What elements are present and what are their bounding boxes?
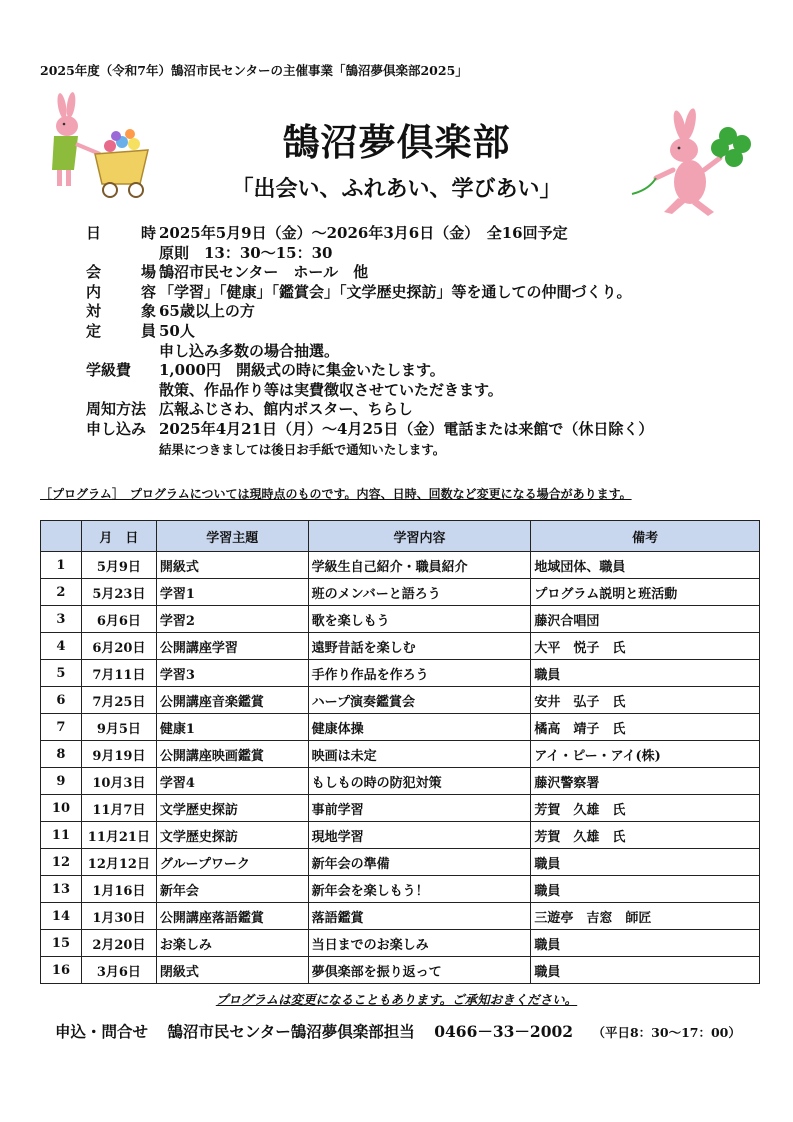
row-content: 当日までのお楽しみ [308, 930, 531, 957]
row-theme: 学習2 [156, 606, 308, 633]
info-publicity [86, 400, 746, 420]
header-remarks: 備考 [531, 521, 760, 552]
info-datetime [86, 224, 746, 244]
row-date: 6月20日 [81, 633, 156, 660]
header-no [41, 521, 82, 552]
row-theme: 文学歴史探訪 [156, 822, 308, 849]
table-row [41, 849, 760, 876]
row-theme: 学習3 [156, 660, 308, 687]
row-content: 班のメンバーと語ろう [308, 579, 531, 606]
info-capacity [86, 322, 746, 342]
table-row [41, 768, 760, 795]
info-value: 原則 13：30～15：30 [159, 243, 333, 262]
row-remarks: 芳賀 久雄 氏 [531, 795, 760, 822]
table-row [41, 903, 760, 930]
header-line: 2025年度（令和7年）鵠沼市民センターの主催事業「鵠沼夢倶楽部2025」 [40, 63, 468, 78]
row-remarks: アイ・ピー・アイ(株) [531, 741, 760, 768]
row-theme: グループワーク [156, 849, 308, 876]
row-content: 新年会の準備 [308, 849, 531, 876]
table-header-row [41, 521, 760, 552]
footer-note: プログラムは変更になることもあります。ご承知おきください。 [215, 992, 578, 1007]
row-no: 13 [41, 876, 82, 903]
row-remarks: 職員 [531, 957, 760, 984]
info-content [86, 283, 746, 303]
row-remarks: プログラム説明と班活動 [531, 579, 760, 606]
row-content: 事前学習 [308, 795, 531, 822]
row-theme: 健康1 [156, 714, 308, 741]
row-date: 12月12日 [81, 849, 156, 876]
info-label: 内 容 [86, 282, 156, 301]
table-row [41, 714, 760, 741]
info-label: 日 時 [86, 224, 156, 242]
header-date: 月 日 [81, 521, 156, 552]
row-theme: お楽しみ [156, 930, 308, 957]
row-date: 6月6日 [81, 606, 156, 633]
row-content: 遠野昔話を楽しむ [308, 633, 531, 660]
row-theme: 公開講座学習 [156, 633, 308, 660]
info-value: 2025年4月21日（月）～4月25日（金）電話または来館で（休日除く） [159, 419, 654, 438]
info-value: 2025年5月9日（金）～2026年3月6日（金） 全16回予定 [159, 224, 568, 242]
info-value: 結果につきましては後日お手紙で通知いたします。 [159, 441, 446, 457]
row-remarks: 安井 弘子 氏 [531, 687, 760, 714]
row-date: 9月19日 [81, 741, 156, 768]
row-theme: 公開講座音楽鑑賞 [156, 687, 308, 714]
row-remarks: 藤沢合唱団 [531, 606, 760, 633]
table-row [41, 633, 760, 660]
rabbit-with-clover-icon [628, 108, 756, 220]
contact-label: 申込・問合せ [55, 1022, 149, 1041]
table-row [41, 660, 760, 687]
info-value: 広報ふじさわ、館内ポスター、ちらし [159, 400, 413, 419]
row-remarks: 芳賀 久雄 氏 [531, 822, 760, 849]
row-date: 1月30日 [81, 903, 156, 930]
row-remarks: 職員 [531, 876, 760, 903]
contact-org: 鵠沼市民センター鵠沼夢倶楽部担当 [167, 1022, 415, 1041]
row-no: 7 [41, 714, 82, 741]
table-row [41, 579, 760, 606]
info-apply [86, 420, 746, 440]
info-time [86, 244, 746, 264]
info-value: 鵠沼市民センター ホール 他 [159, 263, 369, 282]
row-no: 4 [41, 633, 82, 660]
row-content: 学級生自己紹介・職員紹介 [308, 552, 531, 579]
row-theme: 公開講座落語鑑賞 [156, 903, 308, 930]
table-row [41, 552, 760, 579]
info-value: 1,000円 開級式の時に集金いたします。 [159, 361, 445, 380]
info-label: 周知方法 [86, 400, 147, 419]
row-date: 3月6日 [81, 957, 156, 984]
row-date: 5月23日 [81, 579, 156, 606]
info-value: 申し込み多数の場合抽選。 [159, 341, 340, 360]
row-remarks: 藤沢警察署 [531, 768, 760, 795]
info-capacity-note [86, 342, 746, 362]
row-content: 歌を楽しもう [308, 606, 531, 633]
info-target [86, 302, 746, 322]
header-theme: 学習主題 [156, 521, 308, 552]
info-value: 「学習」「健康」「鑑賞会」「文学歴史探訪」等を通しての仲間づくり。 [159, 282, 632, 301]
page-subtitle: 「出会い、ふれあい、学びあい」 [231, 176, 562, 202]
row-date: 7月25日 [81, 687, 156, 714]
row-no: 10 [41, 795, 82, 822]
contact-hours: （平日8：30～17：00） [592, 1025, 741, 1040]
row-theme: 学習4 [156, 768, 308, 795]
row-theme: 文学歴史探訪 [156, 795, 308, 822]
row-theme: 公開講座映画鑑賞 [156, 741, 308, 768]
contact-phone: 0466－33－2002 [434, 1022, 574, 1041]
row-theme: 学習1 [156, 579, 308, 606]
row-no: 8 [41, 741, 82, 768]
row-no: 16 [41, 957, 82, 984]
row-no: 15 [41, 930, 82, 957]
row-remarks: 橘高 靖子 氏 [531, 714, 760, 741]
table-row [41, 606, 760, 633]
row-no: 14 [41, 903, 82, 930]
info-label: 会 場 [86, 263, 156, 282]
row-no: 1 [41, 552, 82, 579]
info-value: 65歳以上の方 [159, 302, 255, 321]
info-apply-note [86, 440, 746, 460]
row-date: 10月3日 [81, 768, 156, 795]
row-content: 夢倶楽部を振り返って [308, 957, 531, 984]
row-no: 5 [41, 660, 82, 687]
table-row [41, 930, 760, 957]
row-remarks: 職員 [531, 660, 760, 687]
info-fee [86, 361, 746, 381]
info-label: 学級費 [86, 361, 132, 380]
row-date: 11月21日 [81, 822, 156, 849]
row-no: 9 [41, 768, 82, 795]
info-value: 散策、作品作り等は実費徴収させていただきます。 [159, 380, 503, 399]
program-note: ［プログラム］ プログラムについては現時点のものです。内容、日時、回数など変更になる場合があります。 [40, 487, 632, 501]
table-row [41, 687, 760, 714]
event-info [86, 224, 746, 459]
row-date: 11月7日 [81, 795, 156, 822]
row-remarks: 職員 [531, 849, 760, 876]
row-remarks: 大平 悦子 氏 [531, 633, 760, 660]
page-title: 鵠沼夢倶楽部 [282, 120, 511, 164]
row-date: 7月11日 [81, 660, 156, 687]
row-content: ハープ演奏鑑賞会 [308, 687, 531, 714]
row-theme: 閉級式 [156, 957, 308, 984]
row-content: 落語鑑賞 [308, 903, 531, 930]
info-venue [86, 263, 746, 283]
row-date: 5月9日 [81, 552, 156, 579]
row-content: 現地学習 [308, 822, 531, 849]
row-theme: 開級式 [156, 552, 308, 579]
table-row [41, 876, 760, 903]
info-label: 申し込み [86, 419, 147, 438]
row-no: 6 [41, 687, 82, 714]
table-row [41, 957, 760, 984]
info-value: 50人 [159, 321, 195, 340]
info-label: 定 員 [86, 321, 156, 340]
schedule-table [40, 520, 760, 984]
row-no: 3 [41, 606, 82, 633]
row-theme: 新年会 [156, 876, 308, 903]
row-date: 9月5日 [81, 714, 156, 741]
header-content: 学習内容 [308, 521, 531, 552]
table-row [41, 795, 760, 822]
row-no: 12 [41, 849, 82, 876]
row-content: 健康体操 [308, 714, 531, 741]
contact-line [55, 1020, 741, 1042]
row-date: 2月20日 [81, 930, 156, 957]
info-label: 対 象 [86, 302, 156, 321]
row-date: 1月16日 [81, 876, 156, 903]
row-no: 11 [41, 822, 82, 849]
row-content: 新年会を楽しもう！ [308, 876, 531, 903]
row-content: 映画は未定 [308, 741, 531, 768]
row-content: 手作り作品を作ろう [308, 660, 531, 687]
row-content: もしもの時の防犯対策 [308, 768, 531, 795]
table-row [41, 741, 760, 768]
table-row [41, 822, 760, 849]
row-remarks: 地域団体、職員 [531, 552, 760, 579]
row-remarks: 三遊亭 吉窓 師匠 [531, 903, 760, 930]
row-remarks: 職員 [531, 930, 760, 957]
info-fee-note [86, 381, 746, 401]
row-no: 2 [41, 579, 82, 606]
